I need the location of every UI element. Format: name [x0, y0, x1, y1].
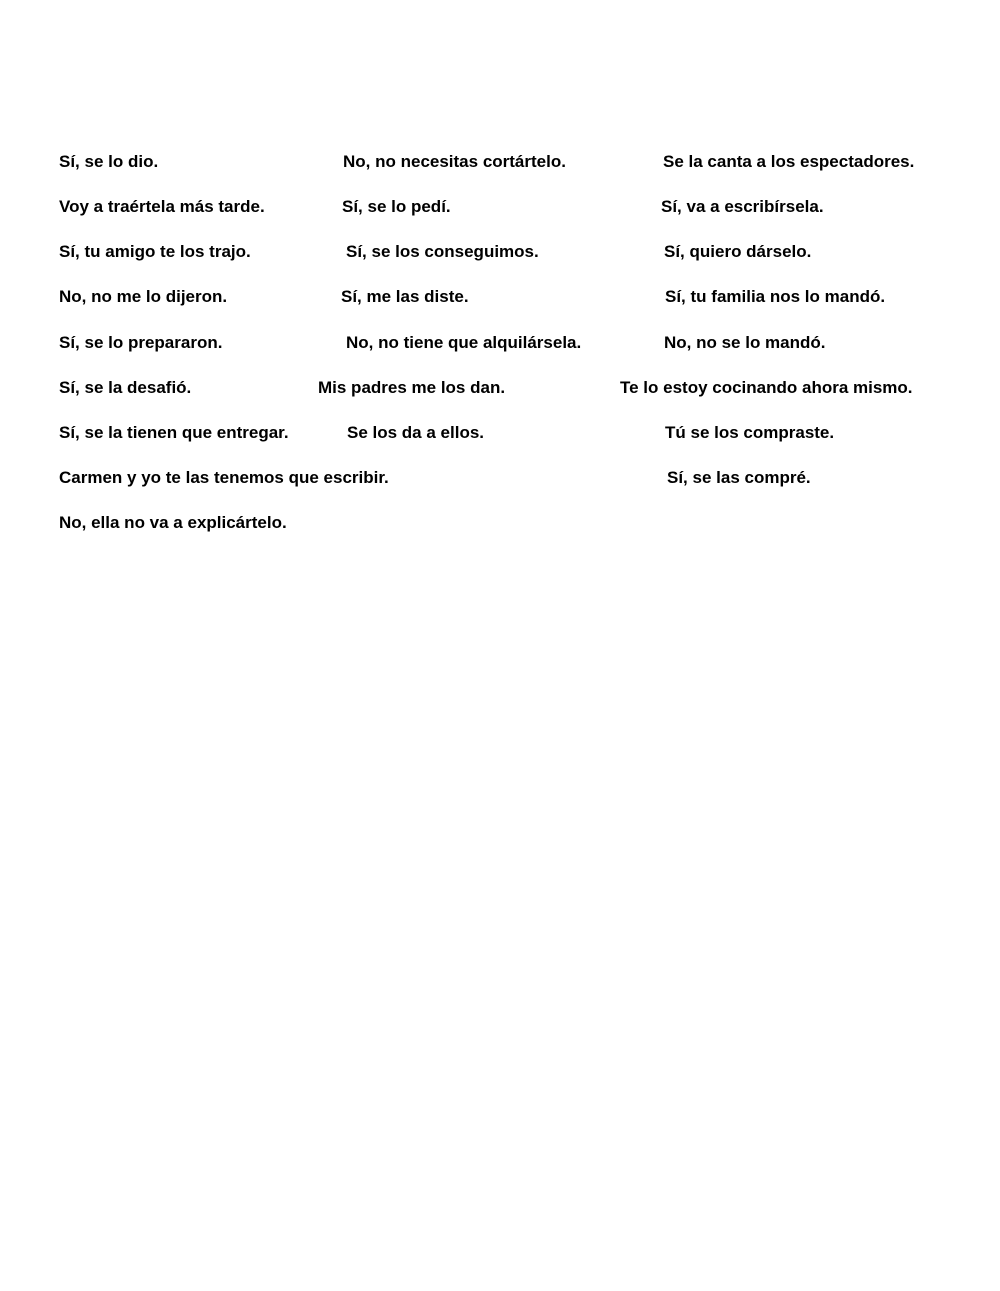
phrase-r5-c2: No, no tiene que alquilársela.	[346, 333, 582, 352]
phrase-r4-c3: Sí, tu familia nos lo mandó.	[665, 287, 886, 306]
phrase-r6-c2: Mis padres me los dan.	[318, 378, 506, 397]
phrase-r2-c1: Voy a traértela más tarde.	[59, 197, 265, 216]
phrase-r5-c1: Sí, se lo prepararon.	[59, 333, 223, 352]
phrase-r8-c3: Sí, se las compré.	[667, 468, 811, 487]
phrase-r2-c3: Sí, va a escribírsela.	[661, 197, 824, 216]
phrase-r7-c3: Tú se los compraste.	[665, 423, 835, 442]
phrase-r6-c1: Sí, se la desafió.	[59, 378, 192, 397]
phrase-r3-c1: Sí, tu amigo te los trajo.	[59, 242, 251, 261]
phrase-r8-c1: Carmen y yo te las tenemos que escribir.	[59, 468, 389, 487]
phrase-r4-c1: No, no me lo dijeron.	[59, 287, 228, 306]
phrase-r4-c2: Sí, me las diste.	[341, 287, 469, 306]
phrase-r7-c2: Se los da a ellos.	[347, 423, 485, 442]
phrase-r2-c2: Sí, se lo pedí.	[342, 197, 451, 216]
phrase-r3-c3: Sí, quiero dárselo.	[664, 242, 812, 261]
phrase-r6-c3: Te lo estoy cocinando ahora mismo.	[620, 378, 913, 397]
phrase-r1-c3: Se la canta a los espectadores.	[663, 152, 915, 171]
phrase-r1-c1: Sí, se lo dio.	[59, 152, 159, 171]
phrase-r9-c1: No, ella no va a explicártelo.	[59, 513, 287, 532]
phrase-r5-c3: No, no se lo mandó.	[664, 333, 826, 352]
phrase-r1-c2: No, no necesitas cortártelo.	[343, 152, 566, 171]
phrase-r3-c2: Sí, se los conseguimos.	[346, 242, 539, 261]
phrase-r7-c1: Sí, se la tienen que entregar.	[59, 423, 289, 442]
